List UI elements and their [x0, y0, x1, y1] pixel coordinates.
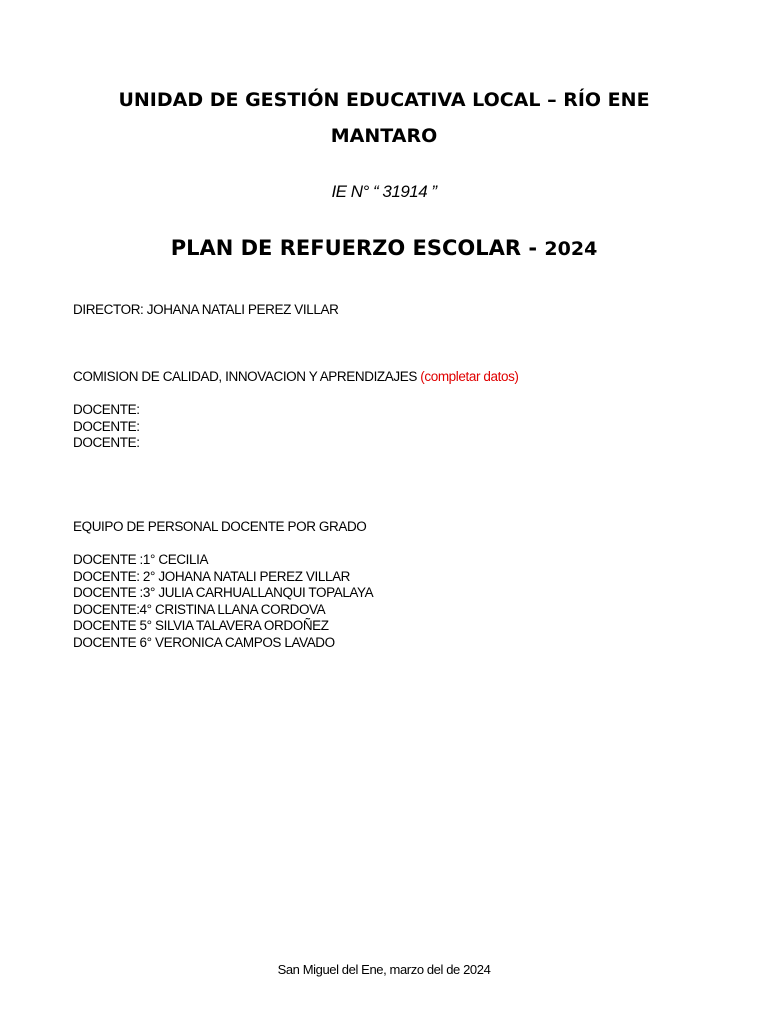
team-member: DOCENTE: 2° JOHANA NATALI PEREZ VILLAR — [73, 568, 351, 584]
plan-year: 2024 — [544, 238, 598, 260]
commission-note: (completar datos) — [420, 369, 519, 384]
team-member: DOCENTE 5° SILVIA TALAVERA ORDOÑEZ — [73, 618, 329, 633]
plan-title-text: PLAN DE REFUERZO ESCOLAR - — [170, 236, 545, 260]
header-title-line-1: UNIDAD DE GESTIÓN EDUCATIVA LOCAL – RÍO ENE — [118, 89, 650, 111]
commission-line — [73, 369, 519, 386]
commission-members — [73, 402, 140, 452]
header-title-line-2: MANTARO — [330, 125, 438, 147]
team-list — [73, 552, 373, 651]
commission-member: DOCENTE: — [73, 435, 140, 450]
plan-title — [0, 236, 768, 260]
team-heading: EQUIPO DE PERSONAL DOCENTE POR GRADO — [73, 519, 367, 534]
team-member: DOCENTE 6° VERONICA CAMPOS LAVADO — [73, 634, 335, 650]
document-header — [0, 82, 768, 154]
team-member: DOCENTE :1° CECILIA — [73, 552, 209, 567]
commission-label: COMISION DE CALIDAD, INNOVACION Y APRENDIZAJES — [73, 369, 421, 384]
commission-member: DOCENTE: — [73, 402, 140, 417]
director-line: DIRECTOR: JOHANA NATALI PEREZ VILLAR — [73, 302, 339, 317]
commission-member: DOCENTE: — [73, 418, 140, 434]
school-id: IE N° “ 31914 ” — [331, 182, 437, 201]
team-member: DOCENTE :3° JULIA CARHUALLANQUI TOPALAYA — [73, 585, 374, 600]
team-member: DOCENTE:4° CRISTINA LLANA CORDOVA — [73, 601, 326, 617]
document-footer: San Miguel del Ene, marzo del de 2024 — [277, 962, 491, 977]
